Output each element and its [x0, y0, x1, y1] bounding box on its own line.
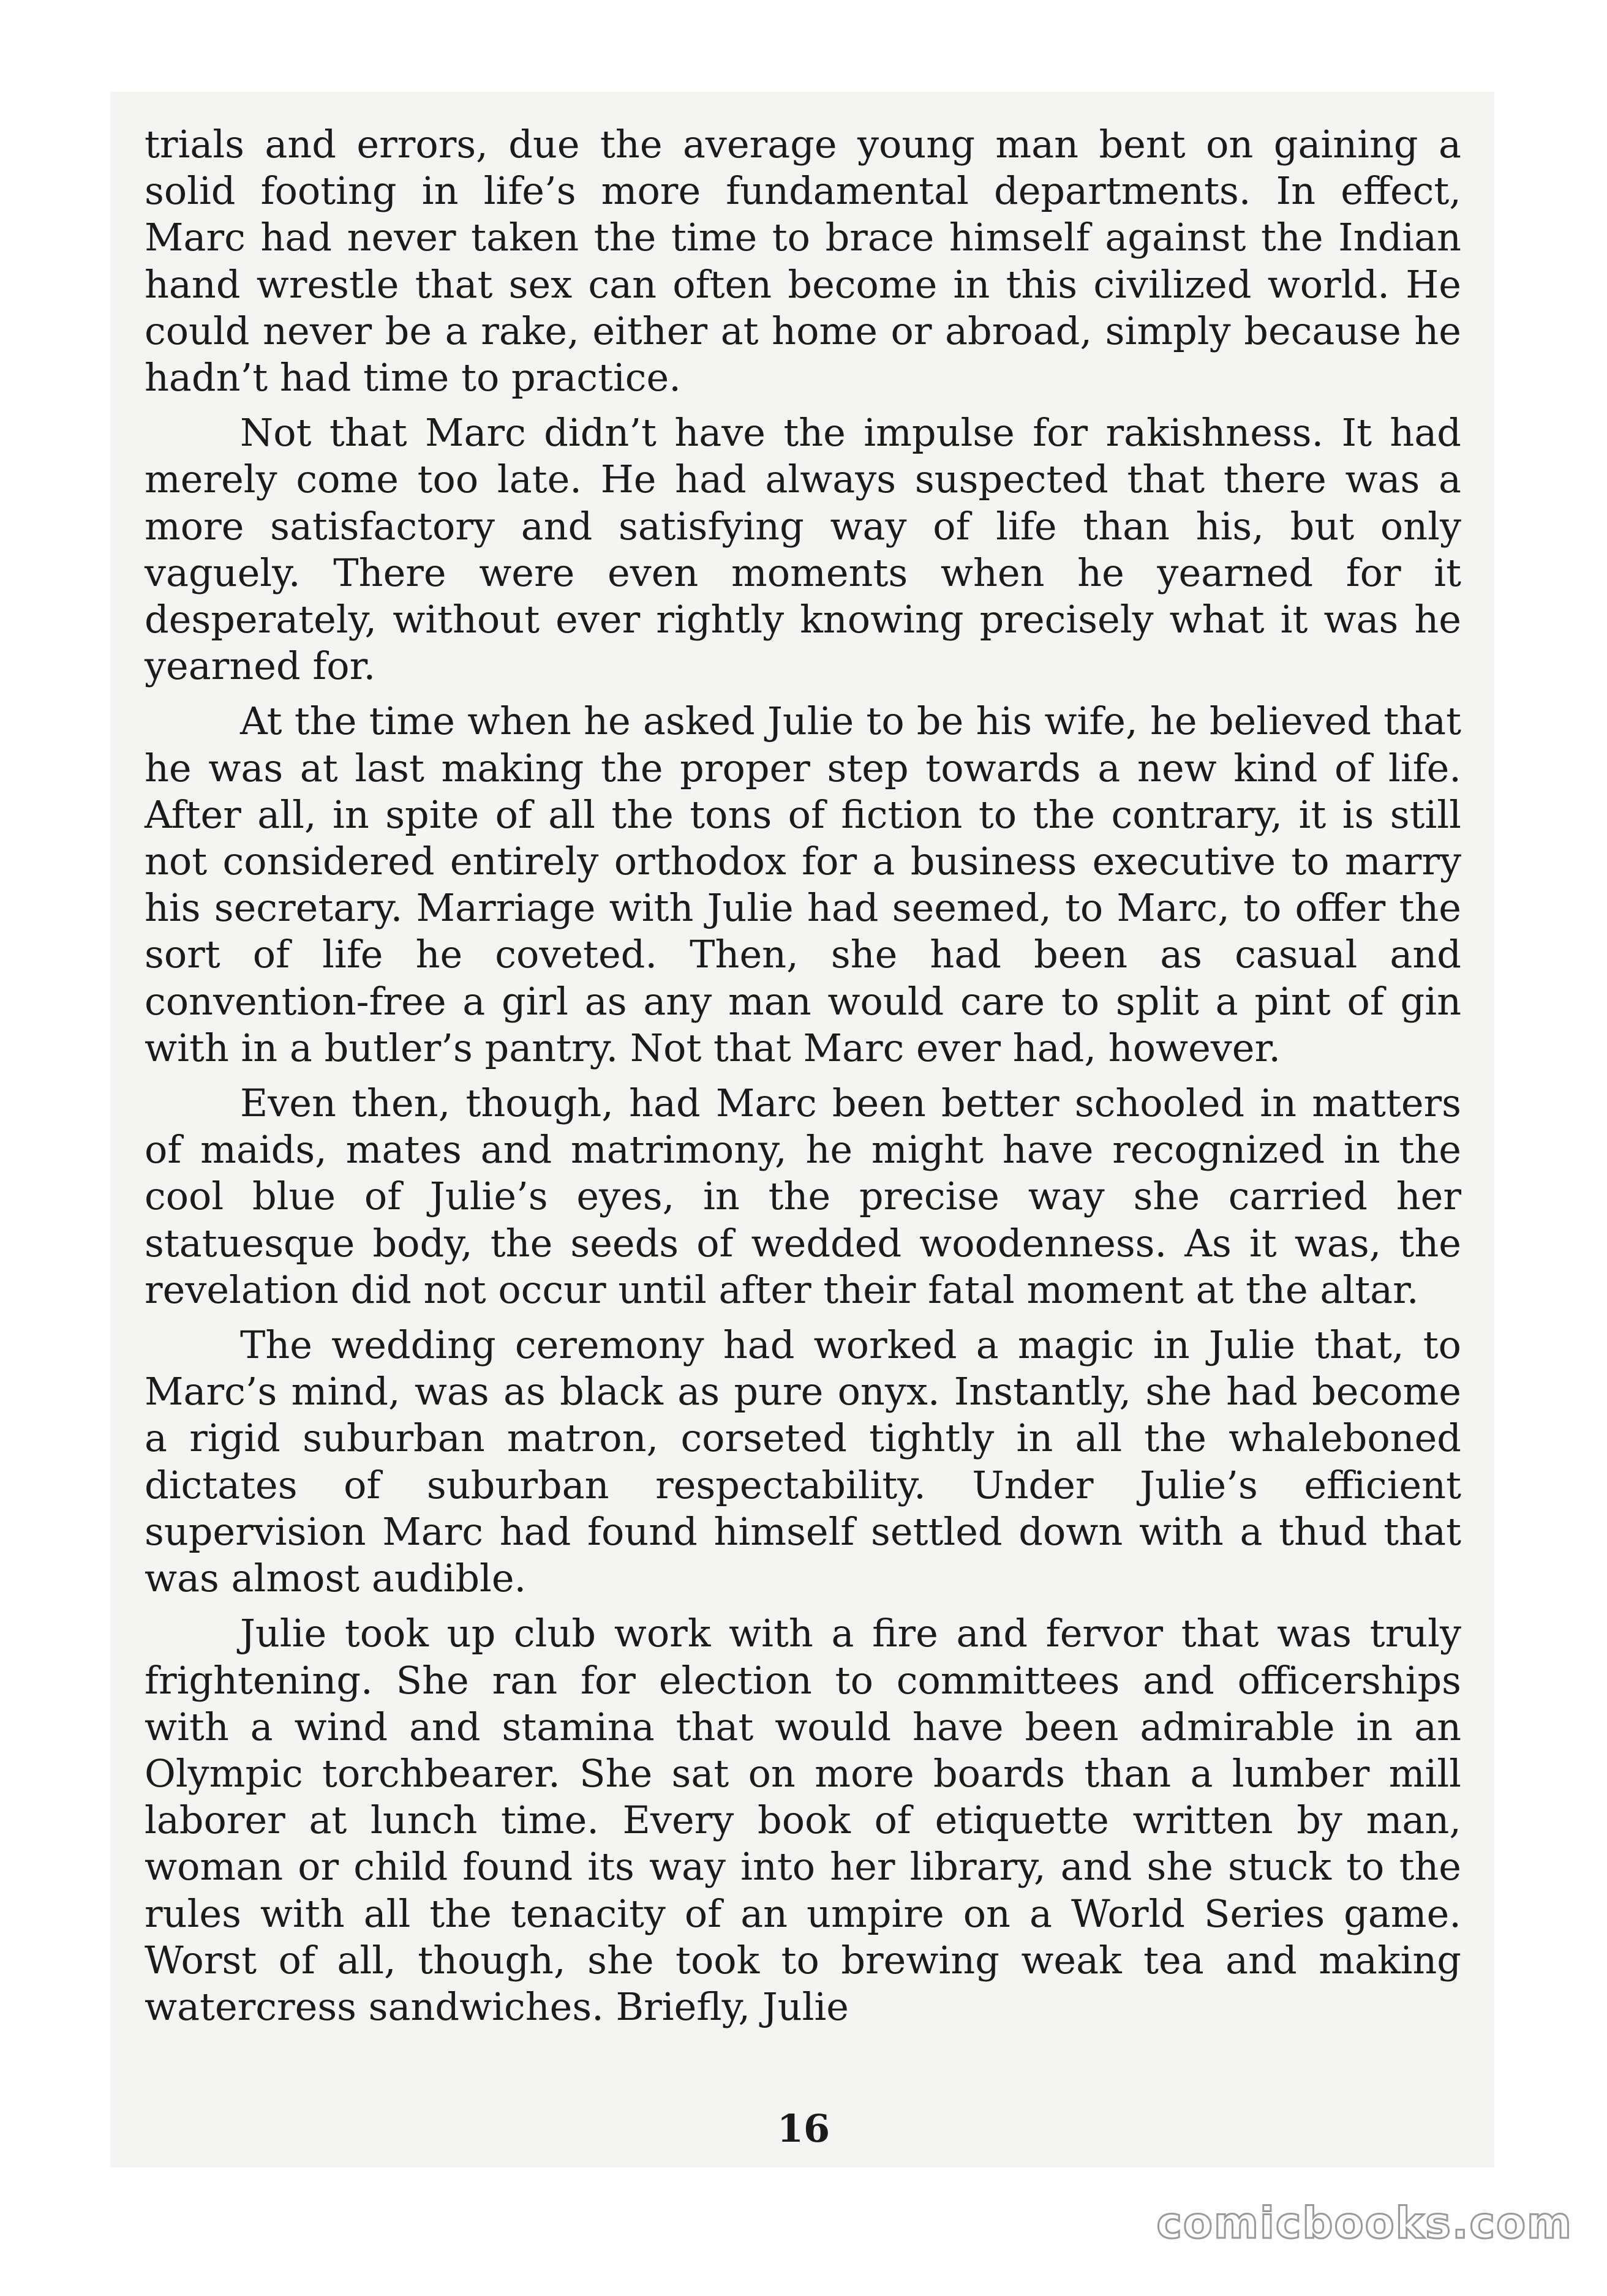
- body-text: [145, 121, 1461, 2030]
- paragraph-5: The wedding ceremony had worked a magic in Julie that, to Marc’s mind, was as black as pure onyx. Instantly, she had become a rigid suburban matron, corseted tightly in all the whaleboned dictates of suburban respectability. Under Julie’s efficient supervision Marc had found himself settled down with a thud that was almost audible.: [145, 1322, 1461, 1601]
- paragraph-2: Not that Marc didn’t have the impulse for rakishness. It had merely come too late. He had always suspected that there was a more satisfactory and satisfying way of life than his, but only vaguely. There were even moments when he yearned for it desperately, without ever rightly knowing precisely what it was he yearned for.: [145, 410, 1461, 689]
- site-watermark: comicbooks.com: [1156, 2198, 1573, 2248]
- paragraph-6: Julie took up club work with a fire and fervor that was truly frightening. She ran for election to committees and officerships with a wind and stamina that would have been admirable in an Olympic torchbearer. She sat on more boards than a lumber mill laborer at lunch time. Every book of etiquette written by man, woman or child found its way into her library, and she stuck to the rules with all the tenacity of an umpire on a World Series game. Worst of all, though, she took to brewing weak tea and making watercress sandwiches. Briefly, Julie: [145, 1611, 1461, 2029]
- paragraph-1: trials and errors, due the average young man bent on gaining a solid footing in life’s more fundamental departments. In effect, Marc had never taken the time to brace himself against the Indian hand wrestle that sex can often become in this civilized world. He could never be a rake, either at home or abroad, simply because he hadn’t had time to practice.: [145, 122, 1461, 400]
- page-number: 16: [777, 2106, 830, 2151]
- paragraph-3: At the time when he asked Julie to be his wife, he believed that he was at last making the proper step towards a new kind of life. After all, in spite of all the tons of fiction to the contrary, it is still not considered entirely orthodox for a business executive to marry his secretary. Marriage with Julie had seemed, to Marc, to offer the sort of life he coveted. Then, she had been as casual and convention-free a girl as any man would care to split a pint of gin with in a butler’s pantry. Not that Marc ever had, however.: [145, 699, 1461, 1070]
- paragraph-4: Even then, though, had Marc been better schooled in matters of maids, mates and matrimony, he might have recognized in the cool blue of Julie’s eyes, in the precise way she carried her statuesque body, the seeds of wedded woodenness. As it was, the revelation did not occur until after their fatal moment at the altar.: [145, 1081, 1461, 1312]
